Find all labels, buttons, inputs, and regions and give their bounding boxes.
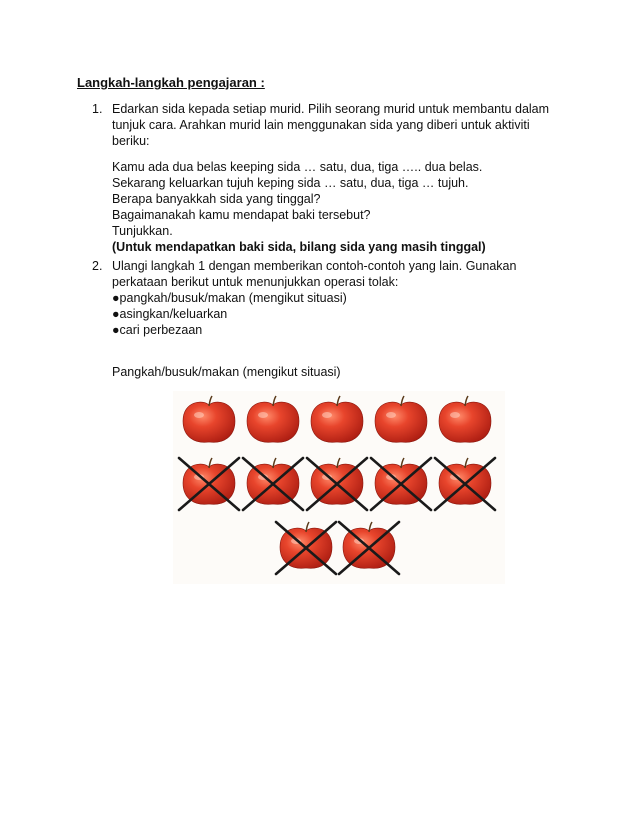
step-2-line: perkataan berikut untuk menunjukkan operasi tolak: (112, 275, 399, 289)
bullet-item: ●cari perbezaan (112, 323, 203, 337)
apple (439, 396, 491, 442)
bullet-item: ●pangkah/busuk/makan (mengikut situasi) (112, 291, 347, 305)
step-1-line: tunjuk cara. Arahkan murid lain menggunakan sida yang diberi untuk aktiviti (112, 118, 530, 132)
apple-illustration (173, 391, 505, 584)
apple (247, 396, 299, 442)
apple (280, 522, 332, 568)
dialog-line: Kamu ada dua belas keeping sida … satu, dua, tiga ….. dua belas. (112, 160, 483, 174)
apple (343, 522, 395, 568)
dialog-line: Bagaimanakah kamu mendapat baki tersebut? (112, 208, 371, 222)
step-1-line: beriku: (112, 134, 150, 148)
step-1-note: (Untuk mendapatkan baki sida, bilang sida yang masih tinggal) (112, 240, 486, 254)
step-1-line: Edarkan sida kepada setiap murid. Pilih seorang murid untuk membantu dalam (112, 102, 550, 116)
dialog-line: Sekarang keluarkan tujuh keping sida … satu, dua, tiga … tujuh. (112, 176, 469, 190)
apple (311, 396, 363, 442)
step-2-line: Ulangi langkah 1 dengan memberikan contoh-contoh yang lain. Gunakan (112, 259, 517, 273)
dialog-line: Tunjukkan. (112, 224, 173, 238)
step-1-number: 1. (92, 102, 103, 116)
apple (375, 396, 427, 442)
apple (183, 396, 235, 442)
dialog-line: Berapa banyakkah sida yang tinggal? (112, 192, 321, 206)
bullet-item: ●asingkan/keluarkan (112, 307, 228, 321)
step-2 (92, 258, 572, 380)
apple-svg (173, 391, 505, 584)
apple (247, 458, 299, 504)
step-2-number: 2. (92, 259, 103, 273)
apple (439, 458, 491, 504)
section-heading: Langkah-langkah pengajaran : (77, 75, 265, 90)
step-1 (92, 101, 572, 255)
apple (375, 458, 427, 504)
apple (311, 458, 363, 504)
illustration-caption: Pangkah/busuk/makan (mengikut situasi) (112, 365, 341, 379)
apple (183, 458, 235, 504)
